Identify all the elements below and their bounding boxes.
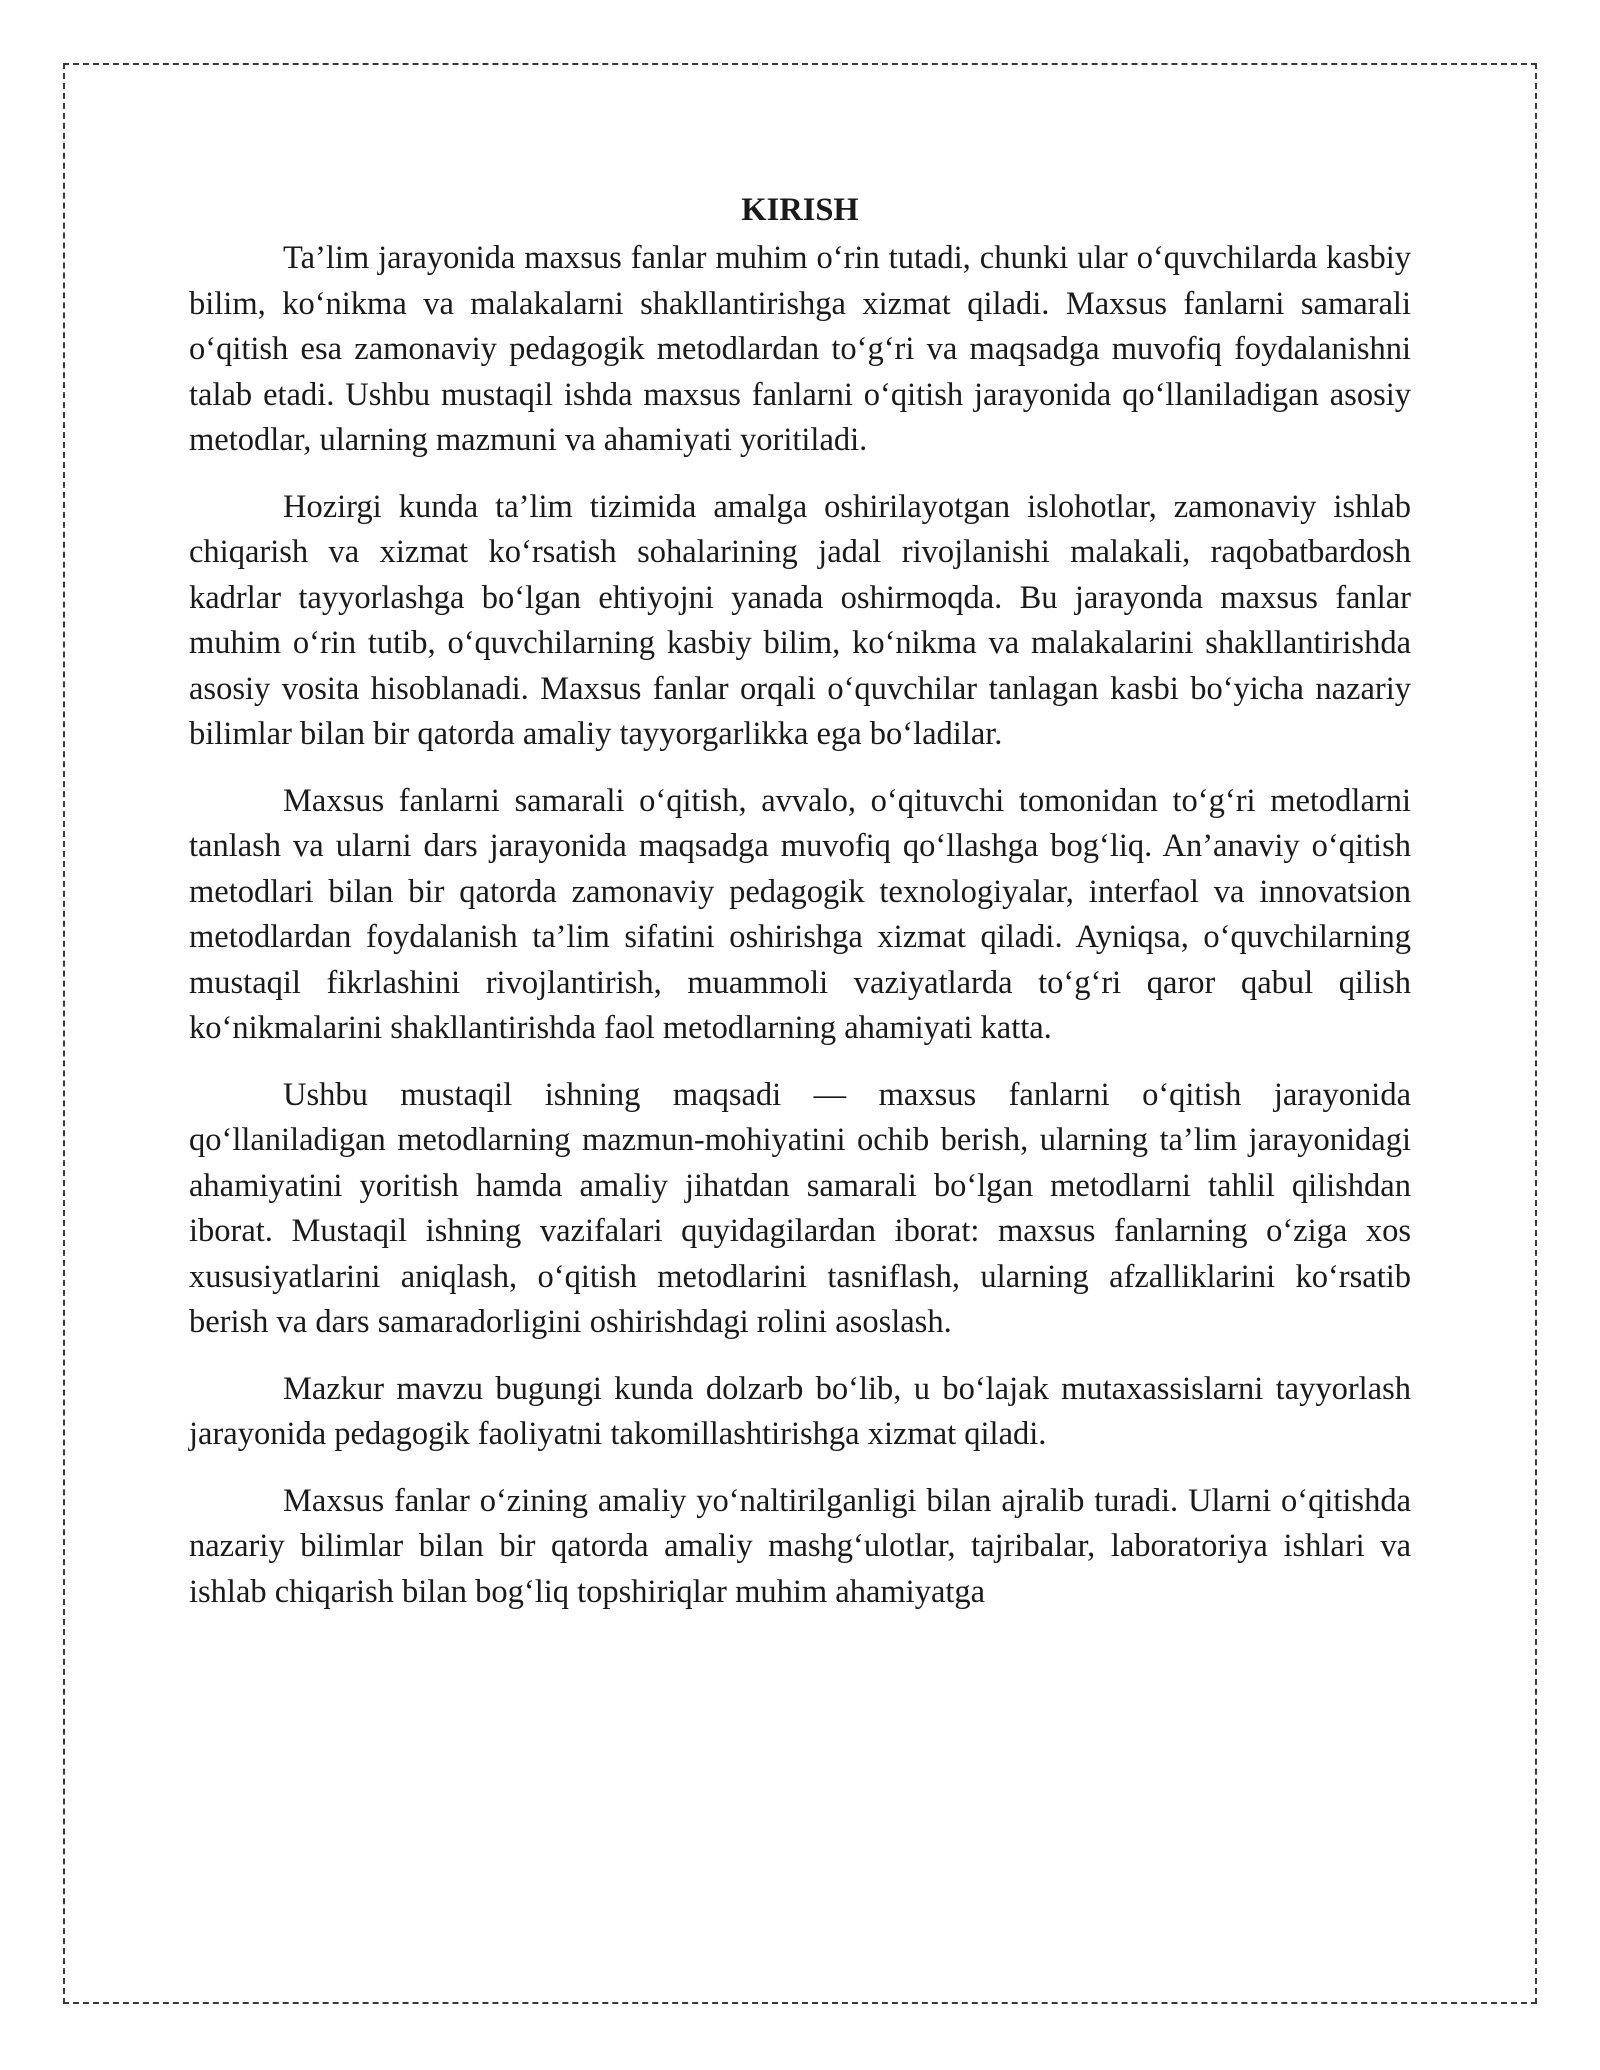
paragraph-2: Hozirgi kunda ta’lim tizimida amalga oshirilayotgan islohotlar, zamonaviy ishlab chiqarish va xizmat koʻrsatish sohalarining jadal rivojlanishi malakali, raqobatbardosh kadrlar tayyorlashga boʻlgan ehtiyojni yanada oshirmoqda. Bu jarayonda maxsus fanlar muhim oʻrin tutib, oʻquvchilarning kasbiy bilim, koʻnikma va malakalarini shakllantirishda asosiy vosita hisoblanadi. Maxsus fanlar orqali oʻquvchilar tanlagan kasbi boʻyicha nazariy bilimlar bilan bir qatorda amaliy tayyorgarlikka ega boʻladilar. <box>189 488 1411 752</box>
paragraph-3: Maxsus fanlarni samarali oʻqitish, avvalo, oʻqituvchi tomonidan toʻgʻri metodlarni tanlash va ularni dars jarayonida maqsadga muvofiq qoʻllashga bogʻliq. An’anaviy oʻqitish metodlari bilan bir qatorda zamonaviy pedagogik texnologiyalar, interfaol va innovatsion metodlardan foydalanish ta’lim sifatini oshirishga xizmat qiladi. Ayniqsa, oʻquvchilarning mustaqil fikrlashini rivojlantirish, muammoli vaziyatlarda toʻgʻri qaror qabul qilish koʻnikmalarini shakllantirishda faol metodlarning ahamiyati katta. <box>189 782 1411 1046</box>
document-body <box>189 190 1411 1636</box>
paragraph-6: Maxsus fanlar oʻzining amaliy yoʻnaltirilganligi bilan ajralib turadi. Ularni oʻqitishda nazariy bilimlar bilan bir qatorda amaliy mashgʻulotlar, tajribalar, laboratoriya ishlari va ishlab chiqarish bilan bogʻliq topshiriqlar muhim ahamiyatga <box>189 1482 1411 1610</box>
paragraph-1: Ta’lim jarayonida maxsus fanlar muhim oʻrin tutadi, chunki ular oʻquvchilarda kasbiy bilim, koʻnikma va malakalarni shakllantirishga xizmat qiladi. Maxsus fanlarni samarali oʻqitish esa zamonaviy pedagogik metodlardan toʻgʻri va maqsadga muvofiq foydalanishni talab etadi. Ushbu mustaqil ishda maxsus fanlarni oʻqitish jarayonida qoʻllaniladigan asosiy metodlar, ularning mazmuni va ahamiyati yoritiladi. <box>189 240 1411 458</box>
paragraph-5: Mazkur mavzu bugungi kunda dolzarb boʻlib, u boʻlajak mutaxassislarni tayyorlash jarayonida pedagogik faoliyatni takomillashtirishga xizmat qiladi. <box>189 1370 1411 1452</box>
paragraph-4: Ushbu mustaqil ishning maqsadi — maxsus fanlarni oʻqitish jarayonida qoʻllaniladigan metodlarning mazmun-mohiyatini ochib berish, ularning ta’lim jarayonidagi ahamiyatini yoritish hamda amaliy jihatdan samarali boʻlgan metodlarni tahlil qilishdan iborat. Mustaqil ishning vazifalari quyidagilardan iborat: maxsus fanlarning oʻziga xos xususiyatlarini aniqlash, oʻqitish metodlarini tasniflash, ularning afzalliklarini koʻrsatib berish va dars samaradorligini oshirishdagi rolini asoslash. <box>189 1076 1411 1340</box>
section-title: KIRISH <box>741 192 859 228</box>
